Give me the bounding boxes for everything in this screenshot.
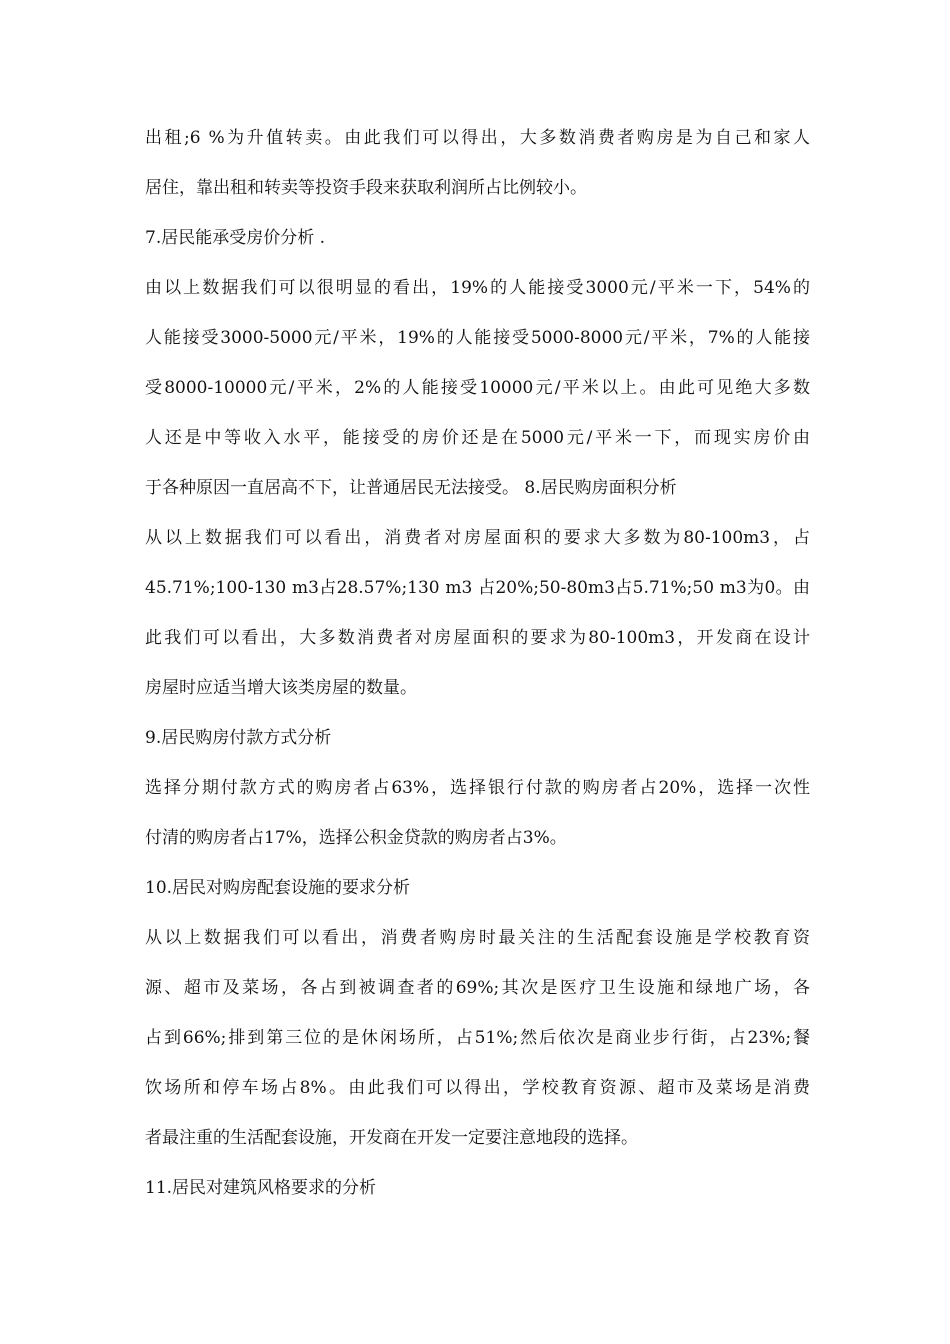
text-line: 房屋时应适当增大该类房屋的数量。 [145,678,417,698]
section-heading: 9.居民购房付款方式分析 [145,728,332,748]
text-line: 此我们可以看出，大多数消费者对房屋面积的要求为80-100m3，开发商在设计 [145,628,810,648]
text-line: 出租;6 %为升值转卖。由此我们可以得出，大多数消费者购房是为自己和家人 [145,128,810,148]
section-heading: 10.居民对购房配套设施的要求分析 [145,878,411,898]
text-line: 从以上数据我们可以看出，消费者购房时最关注的生活配套设施是学校教育资 [145,928,810,948]
section-heading: 11.居民对建筑风格要求的分析 [145,1178,377,1198]
text-line: 占到66%;排到第三位的是休闲场所，占51%;然后依次是商业步行街，占23%;餐 [145,1028,810,1048]
text-line: 于各种原因一直居高不下，让普通居民无法接受。 8.居民购房面积分析 [145,478,677,498]
text-line: 从以上数据我们可以看出，消费者对房屋面积的要求大多数为80-100m3，占 [145,528,810,548]
text-line: 选择分期付款方式的购房者占63%，选择银行付款的购房者占20%，选择一次性 [145,778,810,798]
text-line: 付清的购房者占17%，选择公积金贷款的购房者占3%。 [145,828,567,848]
text-line: 受8000-10000元/平米，2%的人能接受10000元/平米以上。由此可见绝大多数 [145,378,810,398]
text-line: 源、超市及菜场，各占到被调查者的69%;其次是医疗卫生设施和绿地广场，各 [145,978,810,998]
text-line: 者最注重的生活配套设施，开发商在开发一定要注意地段的选择。 [145,1128,638,1148]
text-line: 饮场所和停车场占8%。由此我们可以得出，学校教育资源、超市及菜场是消费 [145,1078,810,1098]
text-line: 45.71%;100-130 m3占28.57%;130 m3 占20%;50-80m3占5.71%;50 m3为0。由 [145,578,810,598]
text-line: 由以上数据我们可以很明显的看出，19%的人能接受3000元/平米一下，54%的 [145,278,810,298]
text-line: 人能接受3000-5000元/平米，19%的人能接受5000-8000元/平米，7%的人能接 [145,328,810,348]
text-line: 人还是中等收入水平，能接受的房价还是在5000元/平米一下，而现实房价由 [145,428,810,448]
text-line: 居住，靠出租和转卖等投资手段来获取利润所占比例较小。 [145,178,587,198]
section-heading: 7.居民能承受房价分析 . [145,228,326,248]
